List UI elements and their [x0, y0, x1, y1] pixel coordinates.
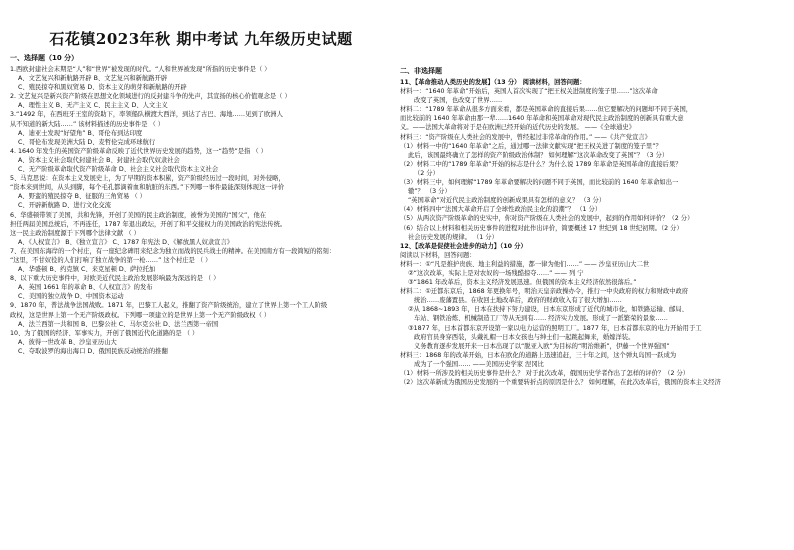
question-line: 材料三：“资产阶级在人类社会的发展中，曾经起过非常革命的作用。” ——《共产党宣言》	[400, 133, 651, 141]
non-choice-questions	[400, 78, 782, 387]
question-line: 9、1870 年，普法战争法国战败。1871 年，巴黎工人起义，推翻了资产阶级统治，建立了世界上第一个工人阶级	[10, 302, 328, 310]
question-line: 材料一：①“凡是推护贵族、地主利益的措施，都一律为他们……” —— 沙皇亚历山大二世	[400, 260, 650, 268]
question-line: A、英国 1661 年的革命 B、《人权宣言》的发布	[18, 284, 153, 292]
question-line: “资本来到世间，从头到脚，每个毛孔都滴着血和肮脏的东西。”下列哪一事件最能深刻体现这一评价	[10, 184, 285, 192]
question-line: 8、以下重大历史事件中，对欧美近代民主政治发展影响最为深远的是 （ ）	[10, 275, 220, 283]
exam-title: 石花镇2023年秋 期中考试 九年级历史试题	[49, 30, 353, 48]
question-line: 此后，该国最终确立了怎样的资产阶级政治体制？ 如何理解“这次革命改变了英国”？（3 分）	[408, 151, 669, 159]
question-line: 义务教育逐步发展开来一日本出现了以“脱亚入欧”为目标的“明治维新”，伊藤一个世界强国”	[414, 342, 670, 350]
question-line: A、野蛮的殖民掠夺 B、征服的三角贸易 （ ）	[18, 193, 146, 201]
question-line: ②“这次改革，实际上是对农奴的一场残酷掠夺……” —— 列 宁	[408, 269, 584, 277]
question-line: 5、马克思说：在资本主义发展史上，为了早期的资本积累，资产阶级经历过一段时间，对外侵略，	[10, 175, 285, 183]
question-line: 政府官员身穿西装，头戴礼帽一日本女孩也与绅士们一起跳起舞来，婚嫁洋装。	[414, 333, 635, 341]
question-line: 统治……废藩置县。在收回土地改革后，政府的财政收入有了很大增加……	[414, 297, 622, 305]
question-line: C、美国的独立战争 D、中国资本运动	[18, 293, 124, 301]
question-line: “这里，不甘奴役的人们打响了独立战争的第一枪……” 这个村庄是 （ ）	[10, 256, 212, 264]
section1-heading: 一、选择题（10 分）	[10, 54, 79, 62]
question-line: A、资本主义社会取代封建社会 B、封建社会取代奴隶社会	[18, 156, 180, 164]
question-line: 11、【革命推动人类历史的发展】（13 分） 阅读材料，回答问题：	[400, 79, 586, 86]
question-line: A、迪亚士发现“好望角” B、哥伦布到达印度	[18, 129, 143, 137]
question-line: C、殖民掠夺和黑奴贸易 D、资本主义的萌芽和新航路的开辟	[18, 84, 187, 92]
question-line: 而比较前的 1640 年革命由那一辈……1640 年革命和英国革命对现代民主政治制度的创新具有重大意	[400, 115, 684, 123]
question-line: A、文艺复兴和新航路开辟 B、文艺复兴和新航路开辟	[18, 75, 168, 83]
question-line: （2 分）	[414, 169, 439, 177]
question-line: （5）从两次资产阶级革命的史实中，你对资产阶级在人类社会的发展中，起到的作用如何评价？（2 分）	[400, 215, 694, 223]
question-line: （4）材料四中“法国大革命开启了全球性政治民主化的浪潮”？ （1 分）	[400, 206, 602, 214]
question-line: 社会历史发展的规律。 （1 分）	[408, 233, 498, 241]
question-line: （1）材料一中的“1640 年革命”之后，通过哪一法律文献实现“把王权关进了制度的笼子里”？	[400, 142, 662, 150]
question-line: （2）这次革新成为俄国历史发展的一个重要转折点的原因是什么？ 如何理解，在此次改革后，俄国的资本主义经济	[400, 379, 721, 387]
question-line: 6、华盛顿带领了美国，共和先锋，开创了美国的民主政治制度，被誉为美国的“国父”，他在	[10, 211, 267, 219]
question-line: （1）材料一所涉及的相关历史事件是什么？ 对于此次改革，俄国历史学者作出了怎样的评价？（2 分）	[400, 370, 690, 377]
question-line: （2）材料二中的“1789 年革命”开始的标志是什么？为什么说 1789 年革命是英国革命的直接后果？	[400, 160, 682, 168]
question-line: A、彼得一世改革 B、沙皇亚历山大	[18, 338, 117, 346]
question-line: A、《人权宣言》 B、《独立宣言》 C、1787 年宪法 D、《解放黑人奴隶宣言》	[18, 238, 234, 246]
question-line: 从不知道的新大陆……” 该材料描述的历史事件是 （ ）	[10, 120, 165, 128]
question-line: ③1877 年，日本首都东京开设第一家以电力运营的照明工厂。1877 年，日本首都东京的电力开始用于工	[408, 324, 702, 332]
question-line: 材料三：1868 年的改革开始，日本在欧化的道路上迅速追赶，三十年之间，这个弹丸岛国一跃成为	[400, 351, 677, 359]
question-line: 这一民主政治制度源于下列哪个法律文献 （ ）	[10, 229, 140, 237]
question-line: ②从 1868~1893 年，日本在扶持下努力建设，日本东京形成了近代的城市化，如铁路运输、邮局、	[408, 306, 688, 314]
question-line: C、哥伦布发现美洲大陆 D、麦哲伦完成环球航行	[18, 138, 156, 146]
question-line: 材料二：“1789 年革命从很多方面来看，都是英国革命的直接后果……但它要解决的问题却不同于英国，	[400, 106, 693, 114]
question-line: 材料一：“1640 年革命”开始后，英国人首次实现了“把王权关进制度的笼子里……”这次革命	[400, 88, 658, 96]
multiple-choice-questions	[10, 65, 392, 356]
question-line: 12、【改革是促使社会进步的动力】（10 分）	[400, 242, 527, 250]
question-line: C、无产阶级革命取代资产阶级革命 D、社会主义社会取代资本主义社会	[18, 166, 219, 174]
question-line: 辙”？ （3 分）	[408, 188, 451, 196]
question-line: 10、为了俄国的经济、军事实力，开创了俄国近代化道路的是 （ ）	[10, 329, 199, 337]
question-line: 7、在美国东海岸的一个村庄，有一座纪念碑用来纪念为独立而战的民兵战士的精神。在美国南方有一段简短的铭刻：	[10, 247, 336, 255]
question-line: C、夺取波罗的海出海口 D、俄国民族反动统治的推翻	[18, 347, 168, 355]
question-line: 改变了英国，也改变了世界……	[414, 97, 503, 105]
question-line: 阅读以下材料，回答问题：	[400, 251, 476, 259]
question-line: A、华盛顿 B、约克镇 C、来克星顿 D、萨拉托加	[18, 266, 156, 274]
question-line: 材料二：①迁都东京后，1868 年更换年号，明治天皇亲政操办令，推行一中央政府的权力和财政中政府	[400, 288, 689, 296]
right-column	[400, 0, 782, 550]
question-line: ③“1861 年改革后，资本主义经济发展迅速。但俄国的资本主义经济依然很落后。”	[408, 279, 637, 287]
question-line: 车站、钢铁冶炼、机械制造工厂等从无到有…… 经济实力发展。形成了一派繁荣的景象……	[414, 315, 668, 323]
question-line: 政权，这是世界上第一个无产阶级政权。下列哪一项建立的是世界上第一个无产阶级政权（ ）	[10, 311, 271, 319]
question-line: 3.“1492 年，在西班牙王室的资助下，率领船队横渡大西洋，到达了古巴、海地……见到了欧洲人	[10, 111, 283, 119]
question-line: 义。——法国大革命将对于是在欧洲已经开始的近代历史的发展。 ——《全球通史》	[400, 124, 635, 132]
question-line: （6）结合以上材料和相关历史事件的进程对此作出评价，简要概述 17 世纪到 18 世纪初期。（2 分）	[400, 224, 683, 232]
question-line: 1.西欧封建社会末期是“人”和“世界”被发现的时代。“人和世界被发现”所指的历史事件是（ ）	[10, 66, 271, 73]
question-line: A、法兰西第一共和国 B、巴黎公社 C、马尔克公社 D、法兰西第一帝国	[18, 320, 219, 328]
question-line: （3）材料三中，如何理解“1789 年革命要解决的问题不同于英国，而比较前的 1640 年革命如出一	[400, 179, 679, 187]
question-line: 4. 1640 年发生的英国资产阶级革命反映了近代世界历史发展的趋势，这一“趋势”是指 （ ）	[10, 147, 267, 155]
question-line: A、理性主义 B、无产主义 C、民主主义 D、人文主义	[18, 102, 168, 110]
left-column	[10, 0, 392, 550]
question-line: 2. 文艺复兴是新兴资产阶级在思想文化领域进行的反封建斗争的先声，其宣扬的核心价值观念是（ ）	[10, 93, 291, 101]
question-line: C、开辟新航路 D、进行文化交流	[18, 202, 112, 210]
question-line: 成为了一个强国…… ——美国历史学家 涅冈比	[414, 360, 544, 368]
question-line: 担任两届美国总统后，不再连任，1787 年退出政坛，开创了和平交接权力的美国政治的宪法传统。	[10, 220, 287, 228]
question-line: “英国革命”对近代民主政治制度的创新成果具有怎样的意义？ （3 分）	[408, 197, 606, 205]
section2-heading: 二、非选择题	[400, 67, 442, 75]
